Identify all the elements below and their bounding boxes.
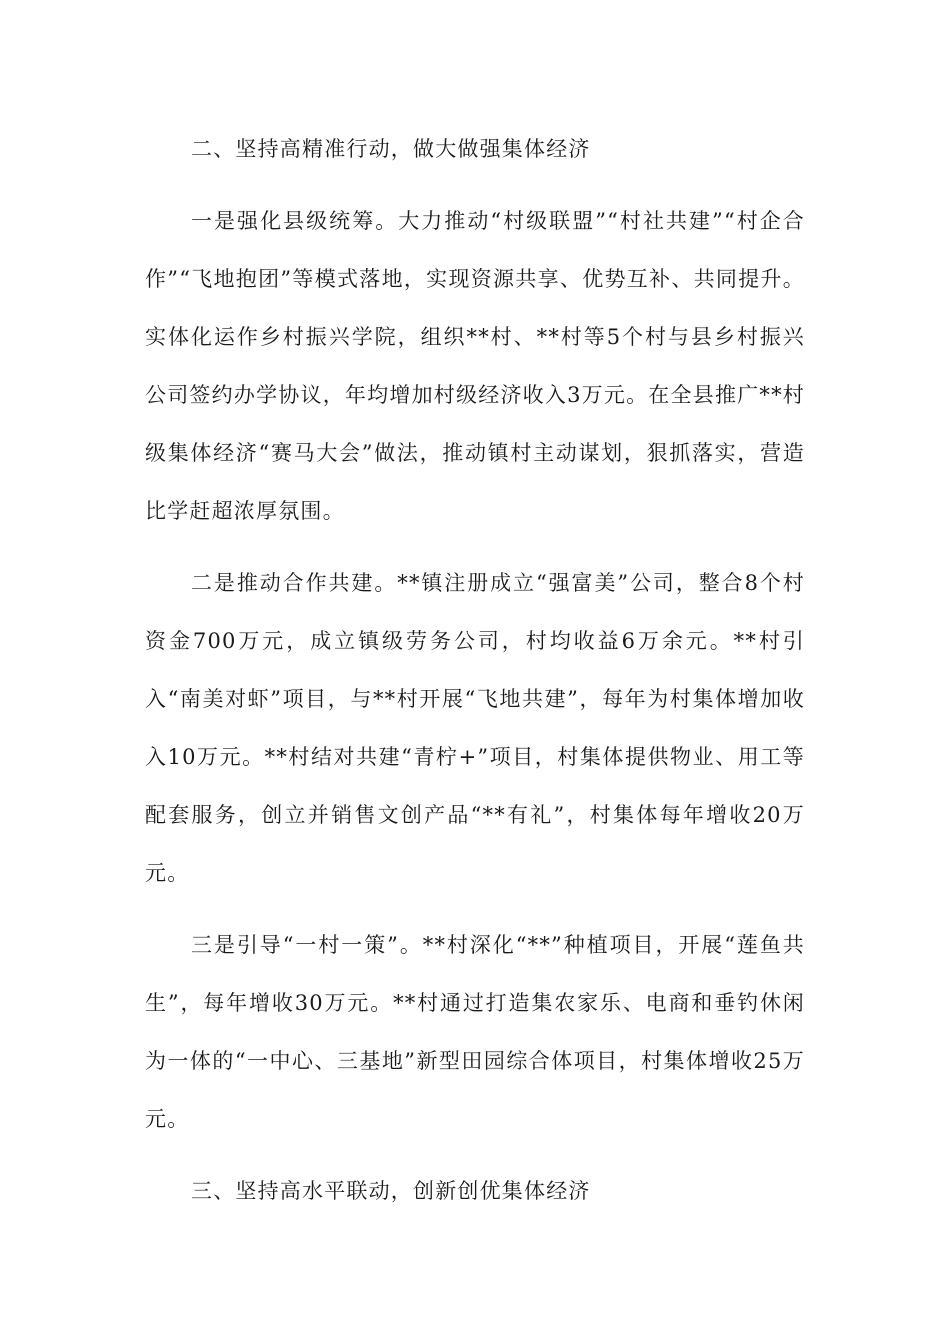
section-heading-three: 三、坚持高水平联动，创新创优集体经济 — [191, 1179, 591, 1203]
paragraph-county-coordination: 一是强化县级统筹。大力推动“村级联盟”“村社共建”“村企合作”“飞地抱团”等模式落地，实现资源共享、优势互补、共同提升。实体化运作乡村振兴学院，组织**村、**村等5个村与县乡村振兴公司签约办学协议，年均增加村级经济收入3万元。在全县推广**村级集体经济“赛马大会”做法，推动镇村主动谋划，狠抓落实，营造比学赶超浓厚氛围。 — [145, 209, 805, 523]
document-page — [145, 120, 805, 1234]
section-heading-two: 二、坚持高精准行动，做大做强集体经济 — [191, 137, 591, 161]
paragraph-cooperation: 二是推动合作共建。**镇注册成立“强富美”公司，整合8个村资金700万元，成立镇级劳务公司，村均收益6万余元。**村引入“南美对虾”项目，与**村开展“飞地共建”，每年为村集体增加收入10万元。**村结对共建“青柠+”项目，村集体提供物业、用工等配套服务，创立并销售文创产品“**有礼”，村集体每年增收20万元。 — [145, 571, 805, 885]
paragraph-one-village-one-policy: 三是引导“一村一策”。**村深化“**”种植项目，开展“莲鱼共生”，每年增收30万元。**村通过打造集农家乐、电商和垂钓休闲为一体的“一中心、三基地”新型田园综合体项目，村集体增收25万元。 — [145, 933, 805, 1131]
